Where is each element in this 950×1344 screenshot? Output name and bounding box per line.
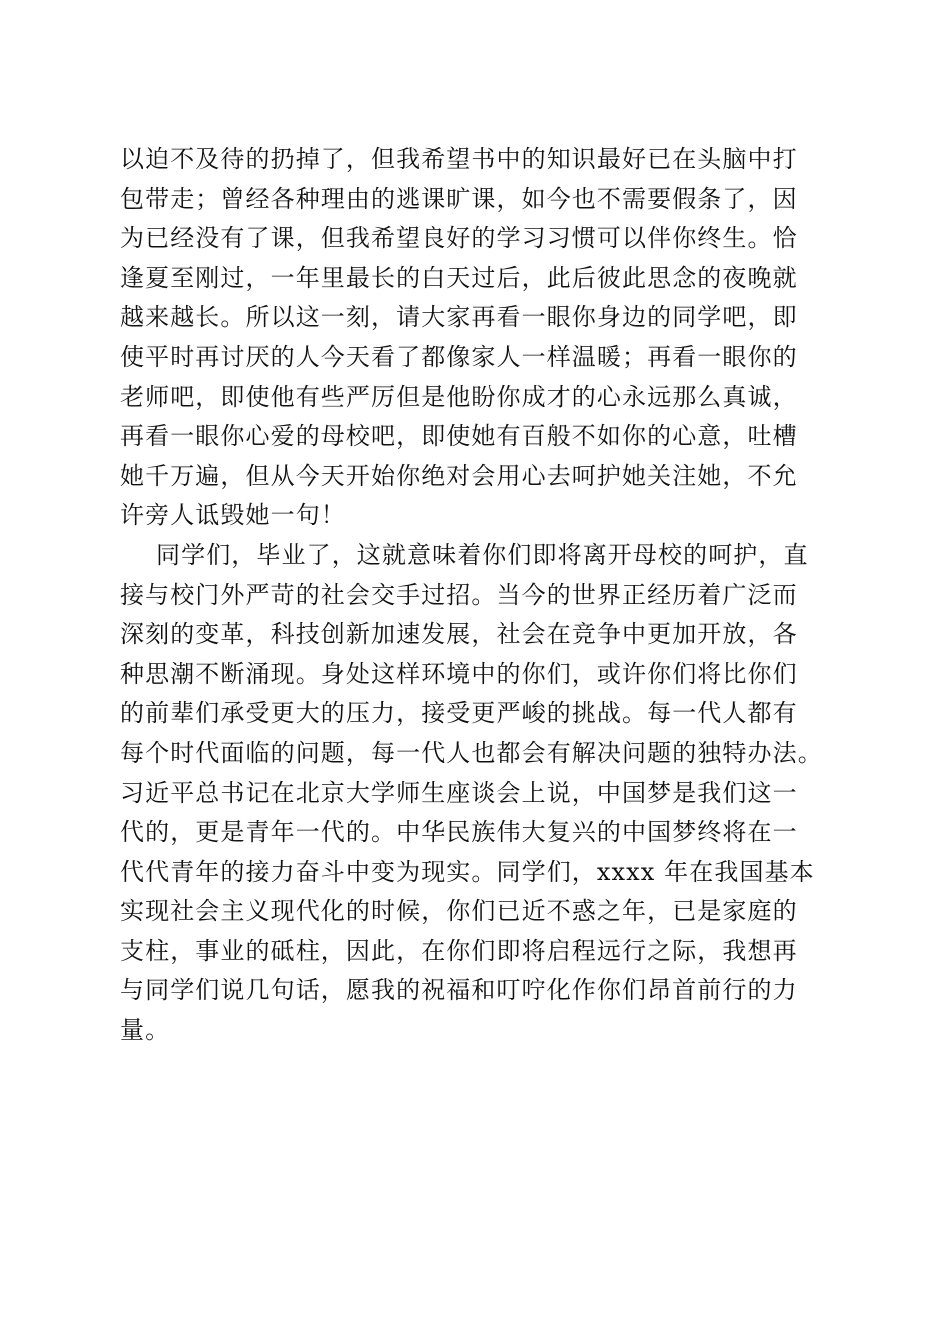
- text-line: 代的，更是青年一代的。中华民族伟大复兴的中国梦终将在一: [120, 818, 798, 847]
- text-line: 越来越长。所以这一刻，请大家再看一眼你身边的同学吧，即: [120, 303, 798, 332]
- body-text: [120, 140, 840, 1051]
- text-line: 代代青年的接力奋斗中变为现实。同学们，xxxx 年在我国基本: [120, 857, 815, 886]
- text-line: 逢夏至刚过，一年里最长的白天过后，此后彼此思念的夜晚就: [120, 263, 798, 292]
- text-line: 以迫不及待的扔掉了，但我希望书中的知识最好已在头脑中打: [120, 145, 798, 173]
- text-line: 种思潮不断涌现。身处这样环境中的你们，或许你们将比你们: [120, 659, 798, 688]
- text-line: 实现社会主义现代化的时候，你们已近不惑之年，已是家庭的: [120, 897, 798, 926]
- text-line: 接与校门外严苛的社会交手过招。当今的世界正经历着广泛而: [120, 580, 798, 609]
- paragraph-start-line: 同学们，毕业了，这就意味着你们即将离开母校的呵护，直: [156, 540, 809, 569]
- text-line: 包带走；曾经各种理由的逃课旷课，如今也不需要假条了，因: [120, 184, 798, 213]
- text-line: 量。: [120, 1016, 171, 1045]
- text-line: 深刻的变革，科技创新加速发展，社会在竞争中更加开放，各: [120, 620, 798, 649]
- text-line: 每个时代面临的问题，每一代人也都会有解决问题的独特办法。: [120, 738, 823, 767]
- text-line: 老师吧，即使他有些严厉但是他盼你成才的心永远那么真诚，: [120, 382, 798, 411]
- text-line: 使平时再讨厌的人今天看了都像家人一样温暖；再看一眼你的: [120, 342, 798, 371]
- text-line: 与同学们说几句话，愿我的祝福和叮咛化作你们昂首前行的力: [120, 976, 798, 1005]
- text-line: 再看一眼你心爱的母校吧，即使她有百般不如你的心意，吐槽: [120, 422, 798, 451]
- text-line: 为已经没有了课，但我希望良好的学习习惯可以伴你终生。恰: [120, 224, 798, 253]
- text-line: 的前辈们承受更大的压力，接受更严峻的挑战。每一代人都有: [120, 699, 798, 728]
- text-line: 她千万遍，但从今天开始你绝对会用心去呵护她关注她，不允: [120, 461, 798, 490]
- text-line: 支柱，事业的砥柱，因此，在你们即将启程远行之际，我想再: [120, 936, 798, 965]
- text-line: 许旁人诋毁她一句！: [120, 501, 346, 530]
- text-line: 习近平总书记在北京大学师生座谈会上说，中国梦是我们这一: [120, 778, 798, 807]
